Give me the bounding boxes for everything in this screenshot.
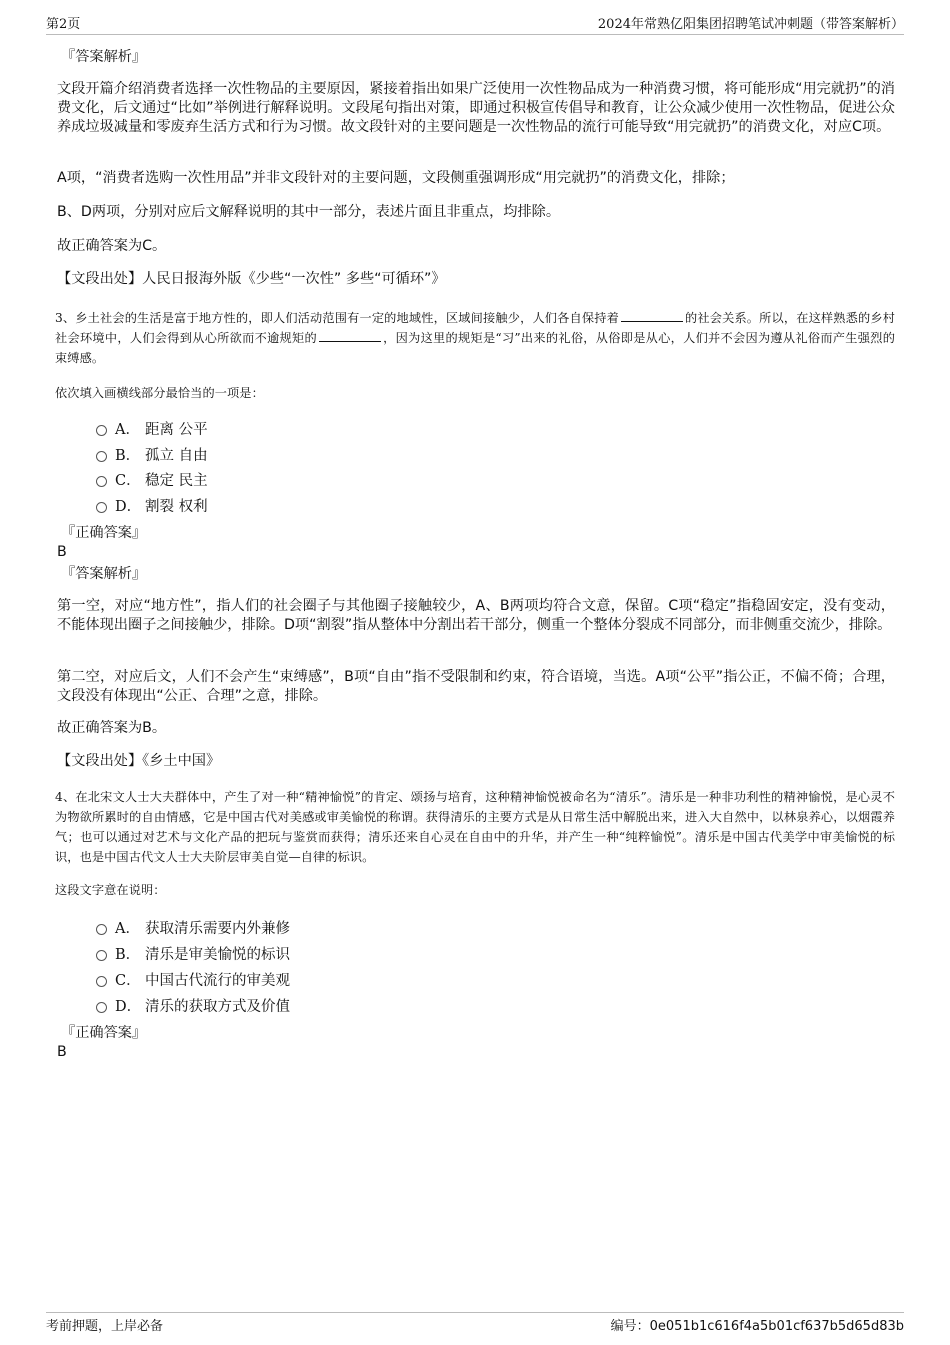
fill-blank-1 bbox=[621, 311, 683, 322]
q3-analysis-p3: 故正确答案为B。 bbox=[57, 720, 167, 736]
q3-stem-part-1: 3、乡土社会的生活是富于地方性的，即人们活动范围有一定的地域性，区域间接触少，人们各自保持着 bbox=[55, 311, 619, 325]
page-header bbox=[46, 10, 904, 35]
q3-source: 【文段出处】《乡土中国》 bbox=[57, 753, 221, 769]
radio-icon[interactable] bbox=[96, 502, 107, 513]
radio-icon[interactable] bbox=[96, 976, 107, 987]
q2-analysis-label: 『答案解析』 bbox=[61, 49, 147, 65]
q3-stem bbox=[55, 308, 895, 368]
q3-stem-part-3: ，因为这里的规矩是“习”出来的礼俗，从俗即是从心，人们并不会因为遵从礼俗而产生强烈的束缚感。 bbox=[55, 331, 895, 365]
q4-stem: 4、在北宋文人士大夫群体中，产生了对一种“精神愉悦”的肯定、颂扬与培育，这种精神愉悦被命名为“清乐”。清乐是一种非功利性的精神愉悦，是心灵不为物欲所累时的自由情感，它是中国古代对美感或审美愉悦的称谓。获得清乐的主要方式是从日常生活中解脱出来，进入大自然中，以林泉养心，以烟霞养气；也可以通过对艺术与文化产品的把玩与鉴赏而获得；清乐还来自心灵在自由中的升华，并产生一种“纯粹愉悦”。清乐是中国古代美学中审美愉悦的标识，也是中国古代文人士大夫阶层审美自觉—自律的标识。 bbox=[55, 790, 895, 864]
radio-icon[interactable] bbox=[96, 476, 107, 487]
q3-stem-part-2: 的社会关系。所以，在这样熟悉的乡村社会环境中，人们会得到从心所欲而不逾规矩的 bbox=[55, 311, 896, 345]
radio-icon[interactable] bbox=[96, 950, 107, 961]
q2-source: 【文段出处】人民日报海外版《少些“一次性” 多些“可循环”》 bbox=[57, 271, 446, 287]
q4-answer: B bbox=[57, 1044, 67, 1060]
q3-option-c[interactable]: C． 稳定 民主 bbox=[96, 469, 208, 490]
q3-option-b[interactable]: B． 孤立 自由 bbox=[96, 444, 208, 465]
document-title: 2024年常熟亿阳集团招聘笔试冲刺题（带答案解析） bbox=[597, 17, 904, 32]
q4-option-a[interactable]: A． 获取清乐需要内外兼修 bbox=[96, 917, 290, 938]
q4-answer-label: 『正确答案』 bbox=[61, 1025, 147, 1041]
q3-prompt: 依次填入画横线部分最恰当的一项是： bbox=[55, 386, 264, 400]
document-id: 编号：0e051b1c616f4a5b01cf637b5d65d83b bbox=[610, 1319, 904, 1334]
footer-slogan: 考前押题，上岸必备 bbox=[46, 1319, 164, 1334]
q3-analysis-p2: 第二空，对应后文，人们不会产生“束缚感”，B项“自由”指不受限制和约束，符合语境，当选。A项“公平”指公正，不偏不倚；合理，文段没有体现出“公正、合理”之意，排除。 bbox=[57, 669, 895, 704]
q4-prompt: 这段文字意在说明： bbox=[55, 883, 166, 897]
q3-analysis-label: 『答案解析』 bbox=[61, 566, 147, 582]
fill-blank-2 bbox=[319, 331, 381, 342]
q4-option-c[interactable]: C． 中国古代流行的审美观 bbox=[96, 969, 290, 990]
radio-icon[interactable] bbox=[96, 425, 107, 436]
radio-icon[interactable] bbox=[96, 1002, 107, 1013]
radio-icon[interactable] bbox=[96, 451, 107, 462]
q3-option-d[interactable]: D． 割裂 权利 bbox=[96, 495, 208, 516]
q2-analysis-p2: A项，“消费者选购一次性用品”并非文段针对的主要问题，文段侧重强调形成“用完就扔”的消费文化，排除； bbox=[57, 170, 735, 186]
q4-option-b[interactable]: B． 清乐是审美愉悦的标识 bbox=[96, 943, 290, 964]
page-footer bbox=[46, 1312, 904, 1334]
radio-icon[interactable] bbox=[96, 924, 107, 935]
q3-answer-label: 『正确答案』 bbox=[61, 525, 147, 541]
q2-analysis-p3: B、D两项，分别对应后文解释说明的其中一部分，表述片面且非重点，均排除。 bbox=[57, 204, 561, 220]
q3-analysis-p1: 第一空，对应“地方性”，指人们的社会圈子与其他圈子接触较少，A、B两项均符合文意，保留。C项“稳定”指稳固安定，没有变动，不能体现出圈子之间接触少，排除。D项“割裂”指从整体中分割出若干部分，侧重一个整体分裂成不同部分，而非侧重交流少，排除。 bbox=[57, 598, 895, 633]
q3-option-a[interactable]: A． 距离 公平 bbox=[96, 418, 208, 439]
q2-analysis-p1: 文段开篇介绍消费者选择一次性物品的主要原因，紧接着指出如果广泛使用一次性物品成为一种消费习惯，将可能形成“用完就扔”的消费文化，后文通过“比如”举例进行解释说明。文段尾句指出对策，即通过积极宣传倡导和教育，让公众减少使用一次性物品，促进公众养成垃圾减量和零废弃生活方式和行为习惯。故文段针对的主要问题是一次性物品的流行可能导致“用完就扔”的消费文化，对应C项。 bbox=[57, 81, 895, 135]
q4-option-d[interactable]: D． 清乐的获取方式及价值 bbox=[96, 995, 290, 1016]
q2-analysis-p4: 故正确答案为C。 bbox=[57, 238, 167, 254]
q3-answer: B bbox=[57, 544, 67, 560]
page-number: 第2页 bbox=[46, 17, 81, 32]
